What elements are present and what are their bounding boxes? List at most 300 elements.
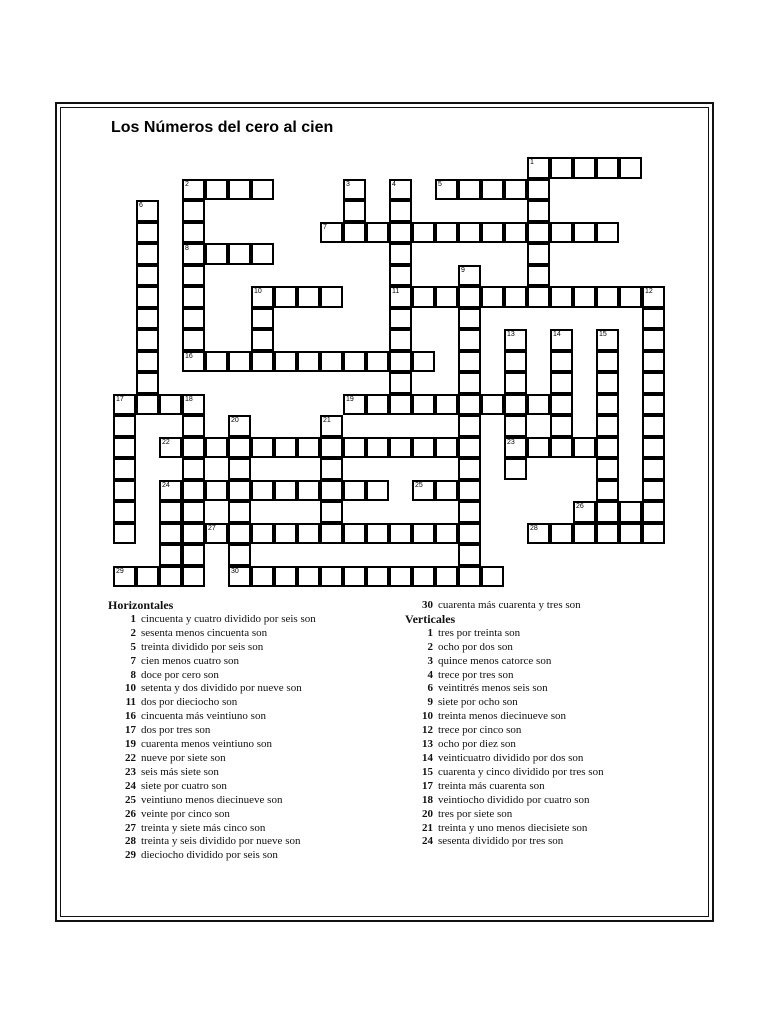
clue-number: 26 [125,807,136,820]
crossword-cell[interactable] [274,480,297,502]
clue-text: doce por cero son [141,668,219,681]
clue-text: trece por tres son [438,668,514,681]
crossword-cell[interactable] [251,566,274,588]
clue-text: tres por treinta son [438,626,521,639]
crossword-cell[interactable] [619,286,642,308]
crossword-cell[interactable] [159,480,182,502]
crossword-cell[interactable] [274,566,297,588]
clue-number: 18 [422,793,433,806]
crossword-cell[interactable] [251,523,274,545]
clue-row [405,752,604,766]
clue-text: seis más siete son [141,765,219,778]
crossword-cell[interactable] [251,480,274,502]
crossword-cell[interactable] [550,222,573,244]
cell-number: 16 [185,352,193,360]
crossword-cell[interactable] [389,523,412,545]
crossword-cell[interactable] [182,394,205,416]
clue-row [405,780,604,794]
crossword-cell[interactable] [182,566,205,588]
crossword-cell[interactable] [435,222,458,244]
crossword-cell[interactable] [412,222,435,244]
crossword-cell[interactable] [504,179,527,201]
crossword-cell[interactable] [182,179,205,201]
clue-row [405,641,604,655]
crossword-cell[interactable] [435,179,458,201]
crossword-cell[interactable] [458,329,481,351]
clue-number: 30 [422,599,433,611]
crossword-cell[interactable] [596,523,619,545]
page-title: Los Números del cero al cien [111,119,334,136]
crossword-cell[interactable] [136,566,159,588]
crossword-cell[interactable] [205,523,228,545]
crossword-cell[interactable] [182,544,205,566]
crossword-cell[interactable] [113,415,136,437]
crossword-cell[interactable] [136,308,159,330]
crossword-cell[interactable] [136,329,159,351]
crossword-cell[interactable] [274,351,297,373]
crossword-cell[interactable] [320,437,343,459]
crossword-cell[interactable] [389,351,412,373]
crossword-cell[interactable] [297,566,320,588]
cell-number: 4 [392,180,396,188]
crossword-cell[interactable] [642,372,665,394]
crossword-cell[interactable] [596,458,619,480]
crossword-cell[interactable] [527,243,550,265]
crossword-cell[interactable] [642,351,665,373]
crossword-cell[interactable] [527,394,550,416]
crossword-cell[interactable] [435,523,458,545]
crossword-cell[interactable] [228,544,251,566]
clue-text: treinta dividido por seis son [141,640,264,653]
crossword-cell[interactable] [113,501,136,523]
crossword-cell[interactable] [228,566,251,588]
cell-number: 6 [139,202,143,209]
clue-row [108,808,316,822]
crossword-cell[interactable] [550,394,573,416]
clue-text: ocho por diez son [438,738,516,751]
crossword-cell[interactable] [642,415,665,437]
crossword-cell[interactable] [527,523,550,545]
crossword-cell[interactable] [435,480,458,502]
cell-number: 8 [185,245,189,252]
crossword-cell[interactable] [297,480,320,502]
crossword-cell[interactable] [136,222,159,244]
crossword-cell[interactable] [182,523,205,545]
crossword-cell[interactable] [527,179,550,201]
crossword-cell[interactable] [274,286,297,308]
crossword-cell[interactable] [297,437,320,459]
crossword-cell[interactable] [504,437,527,459]
clue-row [405,627,604,641]
crossword-cell[interactable] [527,200,550,222]
crossword-cell[interactable] [481,394,504,416]
crossword-cell[interactable] [251,308,274,330]
crossword-cell[interactable] [159,501,182,523]
clue-row [108,794,316,808]
crossword-cell[interactable] [550,437,573,459]
crossword-cell[interactable] [389,308,412,330]
crossword-cell[interactable] [596,415,619,437]
clue-row [405,710,604,724]
clue-text: veintiocho dividido por cuatro son [438,793,590,806]
clue-row [108,724,316,738]
crossword-cell[interactable] [458,501,481,523]
crossword-cell[interactable] [527,286,550,308]
clue-text: treinta y siete más cinco son [141,821,266,834]
crossword-cell[interactable] [642,437,665,459]
clue-row [108,669,316,683]
crossword-cell[interactable] [251,286,274,308]
crossword-cell[interactable] [113,458,136,480]
crossword-cell[interactable] [504,372,527,394]
crossword-cell[interactable] [320,415,343,437]
crossword-cell[interactable] [228,501,251,523]
crossword-cell[interactable] [596,157,619,179]
clue-text: nueve por siete son [141,751,226,764]
crossword-cell[interactable] [412,566,435,588]
crossword-cell[interactable] [182,501,205,523]
crossword-cell[interactable] [389,265,412,287]
crossword-cell[interactable] [527,265,550,287]
crossword-cell[interactable] [596,222,619,244]
crossword-cell[interactable] [113,566,136,588]
crossword-cell[interactable] [550,157,573,179]
cell-number: 20 [231,417,239,424]
crossword-cell[interactable] [251,329,274,351]
crossword-cell[interactable] [182,480,205,502]
crossword-cell[interactable] [389,329,412,351]
crossword-cell[interactable] [343,566,366,588]
cell-number: 22 [162,438,170,446]
crossword-cell[interactable] [619,523,642,545]
clue-text: dieciocho dividido por seis son [141,849,278,862]
crossword-cell[interactable] [274,523,297,545]
crossword-cell[interactable] [573,437,596,459]
crossword-cell[interactable] [343,179,366,201]
crossword-cell[interactable] [596,351,619,373]
crossword-cell[interactable] [182,222,205,244]
clue-number: 24 [125,779,136,792]
crossword-cell[interactable] [389,222,412,244]
crossword-cell[interactable] [389,179,412,201]
crossword-cell[interactable] [297,351,320,373]
clue-number: 1 [130,612,136,625]
crossword-cell[interactable] [389,372,412,394]
crossword-cell[interactable] [343,351,366,373]
crossword-cell[interactable] [205,480,228,502]
crossword-cell[interactable] [228,179,251,201]
crossword-cell[interactable] [458,222,481,244]
crossword-cell[interactable] [435,437,458,459]
crossword-cell[interactable] [343,480,366,502]
crossword-cell[interactable] [228,458,251,480]
crossword-cell[interactable] [481,222,504,244]
crossword-cell[interactable] [619,157,642,179]
crossword-cell[interactable] [274,437,297,459]
crossword-cell[interactable] [527,222,550,244]
crossword-cell[interactable] [297,286,320,308]
cell-number: 14 [553,331,561,338]
crossword-cell[interactable] [550,372,573,394]
crossword-cell[interactable] [458,437,481,459]
crossword-cell[interactable] [182,200,205,222]
crossword-cell[interactable] [458,480,481,502]
cell-number: 23 [507,438,515,446]
crossword-cell[interactable] [550,351,573,373]
crossword-cell[interactable] [412,351,435,373]
crossword-cell[interactable] [320,222,343,244]
crossword-cell[interactable] [642,501,665,523]
crossword-cell[interactable] [159,394,182,416]
clue-row [108,822,316,836]
cell-number: 9 [461,266,465,274]
crossword-cell[interactable] [366,222,389,244]
crossword-cell[interactable] [504,458,527,480]
crossword-cell[interactable] [527,437,550,459]
clue-number: 5 [130,640,136,653]
crossword-cell[interactable] [113,523,136,545]
crossword-cell[interactable] [136,394,159,416]
crossword-cell[interactable] [205,179,228,201]
cell-number: 1 [530,159,534,166]
crossword-cell[interactable] [458,351,481,373]
clue-row [405,794,604,808]
crossword-cell[interactable] [182,415,205,437]
crossword-cell[interactable] [458,394,481,416]
crossword-cell[interactable] [205,351,228,373]
crossword-cell[interactable] [343,437,366,459]
crossword-cell[interactable] [412,286,435,308]
crossword-cell[interactable] [596,480,619,502]
crossword-cell[interactable] [458,372,481,394]
crossword-cell[interactable] [228,523,251,545]
clue-row [405,682,604,696]
crossword-cell[interactable] [366,480,389,502]
crossword-cell[interactable] [573,286,596,308]
crossword-cell[interactable] [182,437,205,459]
clue-number: 16 [125,710,136,723]
crossword-cell[interactable] [320,501,343,523]
crossword-cell[interactable] [113,437,136,459]
cell-number: 21 [323,417,331,424]
crossword-cell[interactable] [389,394,412,416]
crossword-cell[interactable] [458,458,481,480]
crossword-cell[interactable] [458,566,481,588]
crossword-cell[interactable] [412,394,435,416]
clue-text: cuarenta y cinco dividido por tres son [438,765,604,778]
clue-number: 9 [427,696,433,709]
crossword-cell[interactable] [550,415,573,437]
crossword-cell[interactable] [458,286,481,308]
crossword-cell[interactable] [320,458,343,480]
clue-row [405,822,604,836]
crossword-cell[interactable] [136,351,159,373]
crossword-cell[interactable] [504,286,527,308]
cell-number: 25 [415,481,423,489]
crossword-cell[interactable] [251,351,274,373]
crossword-cell[interactable] [251,179,274,201]
crossword-cell[interactable] [389,200,412,222]
crossword-cell[interactable] [412,480,435,502]
crossword-cell[interactable] [458,308,481,330]
crossword-cell[interactable] [343,523,366,545]
clue-text: cuarenta más cuarenta y tres son [438,599,581,611]
crossword-cell[interactable] [550,286,573,308]
crossword-cell[interactable] [320,351,343,373]
crossword-cell[interactable] [182,351,205,373]
crossword-cell[interactable] [596,372,619,394]
crossword-cell[interactable] [550,523,573,545]
cell-number: 27 [208,524,216,532]
clue-row [108,696,316,710]
crossword-cell[interactable] [550,329,573,351]
crossword-cell[interactable] [642,480,665,502]
crossword-cell[interactable] [596,394,619,416]
horizontales-continued-list [405,599,604,613]
crossword-cell[interactable] [573,222,596,244]
crossword-cell[interactable] [435,394,458,416]
crossword-cell[interactable] [343,222,366,244]
crossword-cell[interactable] [596,329,619,351]
crossword-cell[interactable] [228,437,251,459]
crossword-cell[interactable] [113,480,136,502]
crossword-cell[interactable] [228,415,251,437]
crossword-cell[interactable] [642,308,665,330]
crossword-cell[interactable] [481,286,504,308]
crossword-cell[interactable] [182,308,205,330]
crossword-cell[interactable] [182,458,205,480]
crossword-cell[interactable] [251,437,274,459]
crossword-cell[interactable] [504,415,527,437]
crossword-cell[interactable] [320,480,343,502]
crossword-cell[interactable] [182,286,205,308]
crossword-cell[interactable] [159,566,182,588]
crossword-cell[interactable] [251,243,274,265]
crossword-cell[interactable] [228,480,251,502]
crossword-cell[interactable] [228,351,251,373]
crossword-cell[interactable] [458,265,481,287]
clue-text: setenta y dos dividido por nueve son [141,682,302,695]
crossword-cell[interactable] [481,566,504,588]
crossword-cell[interactable] [573,501,596,523]
crossword-cell[interactable] [136,200,159,222]
crossword-cell[interactable] [596,286,619,308]
cell-number: 12 [645,288,653,295]
crossword-cell[interactable] [458,179,481,201]
crossword-cell[interactable] [435,286,458,308]
crossword-cell[interactable] [366,566,389,588]
crossword-cell[interactable] [297,523,320,545]
crossword-cell[interactable] [504,394,527,416]
clue-text: veintiuno menos diecinueve son [141,793,283,806]
crossword-cell[interactable] [159,544,182,566]
clue-row [108,641,316,655]
clue-number: 21 [422,821,433,834]
crossword-cell[interactable] [412,523,435,545]
crossword-cell[interactable] [366,394,389,416]
clue-number: 15 [422,765,433,778]
crossword-cell[interactable] [113,394,136,416]
crossword-cell[interactable] [320,286,343,308]
clue-text: treinta menos diecinueve son [438,710,566,723]
clues-right-column [405,599,604,849]
crossword-cell[interactable] [596,437,619,459]
crossword-cell[interactable] [389,286,412,308]
crossword-cell[interactable] [366,523,389,545]
crossword-cell[interactable] [619,501,642,523]
crossword-cell[interactable] [642,458,665,480]
crossword-cell[interactable] [458,544,481,566]
crossword-cell[interactable] [228,243,251,265]
crossword-cell[interactable] [596,501,619,523]
clue-text: sesenta dividido por tres son [438,835,564,848]
crossword-cell[interactable] [642,523,665,545]
crossword-cell[interactable] [504,222,527,244]
crossword-cell[interactable] [182,329,205,351]
crossword-cell[interactable] [366,437,389,459]
crossword-cell[interactable] [182,265,205,287]
clue-text: siete por ocho son [438,696,518,709]
crossword-cell[interactable] [389,437,412,459]
crossword-cell[interactable] [136,243,159,265]
crossword-cell[interactable] [642,394,665,416]
crossword-cell[interactable] [366,351,389,373]
cell-number: 10 [254,288,262,295]
cell-number: 7 [323,223,327,231]
crossword-cell[interactable] [642,286,665,308]
crossword-cell[interactable] [205,437,228,459]
crossword-cell[interactable] [159,523,182,545]
crossword-cell[interactable] [504,329,527,351]
crossword-cell[interactable] [343,394,366,416]
crossword-cell[interactable] [343,200,366,222]
cell-number: 29 [116,567,124,575]
crossword-cell[interactable] [182,243,205,265]
crossword-cell[interactable] [136,286,159,308]
clue-text: treinta y uno menos diecisiete son [438,821,588,834]
clue-number: 23 [125,765,136,778]
crossword-cell[interactable] [481,179,504,201]
crossword-cell[interactable] [205,243,228,265]
crossword-cell[interactable] [642,329,665,351]
clue-row [108,627,316,641]
crossword-cell[interactable] [573,523,596,545]
verticales-heading: Verticales [405,611,456,626]
crossword-cell[interactable] [389,243,412,265]
clue-text: siete por cuatro son [141,779,227,792]
crossword-cell[interactable] [458,523,481,545]
crossword-cell[interactable] [389,566,412,588]
clue-number: 7 [130,654,136,667]
crossword-cell[interactable] [527,157,550,179]
clue-row [405,738,604,752]
crossword-cell[interactable] [504,351,527,373]
crossword-cell[interactable] [412,437,435,459]
clue-number: 6 [427,682,433,695]
crossword-cell[interactable] [320,523,343,545]
clue-number: 13 [422,738,433,751]
crossword-cell[interactable] [435,566,458,588]
crossword-cell[interactable] [320,566,343,588]
clue-row [108,738,316,752]
crossword-cell[interactable] [458,415,481,437]
crossword-cell[interactable] [159,437,182,459]
clue-number: 4 [427,668,433,681]
crossword-cell[interactable] [573,157,596,179]
crossword-cell[interactable] [136,372,159,394]
crossword-cell[interactable] [136,265,159,287]
clue-row [108,613,316,627]
